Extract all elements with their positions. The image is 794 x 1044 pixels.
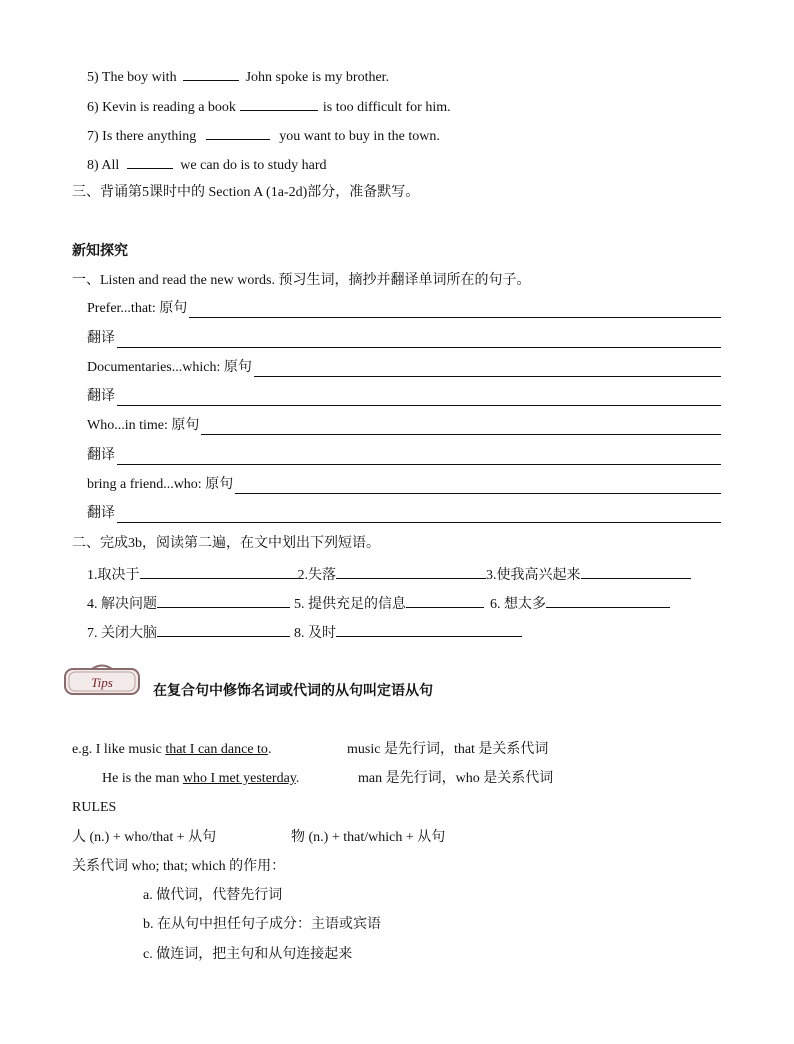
writing-line[interactable] — [189, 303, 721, 318]
answer-blank[interactable] — [546, 593, 670, 608]
exercise-item-7 — [87, 125, 440, 146]
function-title: 关系代词 who; that; which 的作用： — [72, 859, 286, 874]
row-label: Documentaries...which: 原句 — [87, 360, 252, 375]
phrase-label: 5. 提供充足的信息 — [294, 597, 406, 612]
item-text: John spoke is my brother. — [245, 70, 390, 85]
example-text: . — [267, 742, 272, 757]
tips-title: 在复合句中修饰名词或代词的从句叫定语从句 — [153, 683, 433, 699]
phrase-label: 6. 想太多 — [490, 597, 546, 612]
item-text: 7) Is there anything — [87, 129, 197, 144]
writing-line[interactable] — [235, 479, 721, 494]
underlined-clause: who I met yesterday — [182, 771, 296, 786]
exercise-item-6 — [87, 96, 451, 117]
section3-instruction: 三、背诵第5课时中的 Section A (1a-2d)部分，准备默写。 — [72, 185, 420, 200]
translation-row — [87, 388, 721, 406]
item-text: 5) The boy with — [87, 70, 177, 85]
answer-blank[interactable] — [206, 125, 270, 140]
writing-line[interactable] — [254, 362, 721, 377]
phrase-label: 2.失落 — [297, 568, 336, 583]
answer-blank[interactable] — [336, 564, 486, 579]
example-1-note: music 是先行词，that 是关系代词 — [347, 742, 549, 757]
phrase-label: 7. 关闭大脑 — [87, 626, 157, 641]
new-knowledge-heading: 新知探究 — [72, 243, 128, 259]
rule-thing: 物 (n.) + that/which + 从句 — [291, 830, 446, 845]
part1-title: 一、Listen and read the new words. 预习生词，摘抄并翻译单词所在的句子。 — [72, 273, 531, 288]
row-label: Prefer...that: 原句 — [87, 301, 188, 316]
example-1 — [72, 741, 271, 759]
underlined-clause: that I can dance to — [165, 742, 268, 757]
original-sentence-row — [87, 359, 721, 377]
writing-line[interactable] — [117, 333, 721, 348]
answer-blank[interactable] — [406, 593, 484, 608]
writing-line[interactable] — [117, 508, 721, 523]
example-text: . — [295, 771, 300, 786]
answer-blank[interactable] — [336, 622, 522, 637]
writing-line[interactable] — [117, 450, 721, 465]
example-text: He is the man — [102, 771, 183, 786]
function-a: a. 做代词，代替先行词 — [143, 888, 283, 903]
answer-blank[interactable] — [581, 564, 691, 579]
phrase-row-3 — [87, 622, 522, 643]
translation-row — [87, 447, 721, 465]
row-label: bring a friend...who: 原句 — [87, 477, 234, 492]
original-sentence-row — [87, 476, 721, 494]
phrase-label: 8. 及时 — [294, 626, 336, 641]
item-text: is too difficult for him. — [322, 100, 451, 115]
exercise-item-5 — [87, 66, 389, 87]
answer-blank[interactable] — [240, 96, 318, 111]
rules-heading: RULES — [72, 800, 117, 815]
exercise-item-8 — [87, 154, 326, 175]
example-2-note: man 是先行词，who 是关系代词 — [358, 771, 554, 786]
phrase-label: 4. 解决问题 — [87, 597, 157, 612]
answer-blank[interactable] — [183, 66, 239, 81]
item-text: we can do is to study hard — [180, 158, 327, 173]
writing-line[interactable] — [117, 391, 721, 406]
answer-blank[interactable] — [127, 154, 173, 169]
example-2 — [102, 770, 299, 788]
row-label: 翻译 — [87, 448, 115, 463]
translation-row — [87, 505, 721, 523]
row-label: 翻译 — [87, 506, 115, 521]
item-text: you want to buy in the town. — [279, 129, 440, 144]
answer-blank[interactable] — [157, 622, 290, 637]
tips-badge-icon — [62, 660, 142, 700]
row-label: 翻译 — [87, 389, 115, 404]
row-label: 翻译 — [87, 331, 115, 346]
answer-blank[interactable] — [157, 593, 290, 608]
translation-row — [87, 330, 721, 348]
tips-label: Tips — [91, 675, 113, 690]
function-c: c. 做连词，把主句和从句连接起来 — [143, 947, 353, 962]
example-text: e.g. I like music — [72, 742, 166, 757]
part2-title: 二、完成3b，阅读第二遍，在文中划出下列短语。 — [72, 536, 380, 551]
original-sentence-row — [87, 300, 721, 318]
phrase-label: 1.取决于 — [87, 568, 140, 583]
answer-blank[interactable] — [140, 564, 298, 579]
rule-person: 人 (n.) + who/that + 从句 — [72, 830, 217, 845]
phrase-row-2 — [87, 593, 670, 614]
item-text: 8) All — [87, 158, 120, 173]
writing-line[interactable] — [201, 420, 721, 435]
phrase-label: 3.使我高兴起来 — [486, 568, 581, 583]
original-sentence-row — [87, 417, 721, 435]
row-label: Who...in time: 原句 — [87, 418, 200, 433]
phrase-row-1 — [87, 564, 691, 585]
item-text: 6) Kevin is reading a book — [87, 100, 236, 115]
function-b: b. 在从句中担任句子成分：主语或宾语 — [143, 917, 381, 932]
